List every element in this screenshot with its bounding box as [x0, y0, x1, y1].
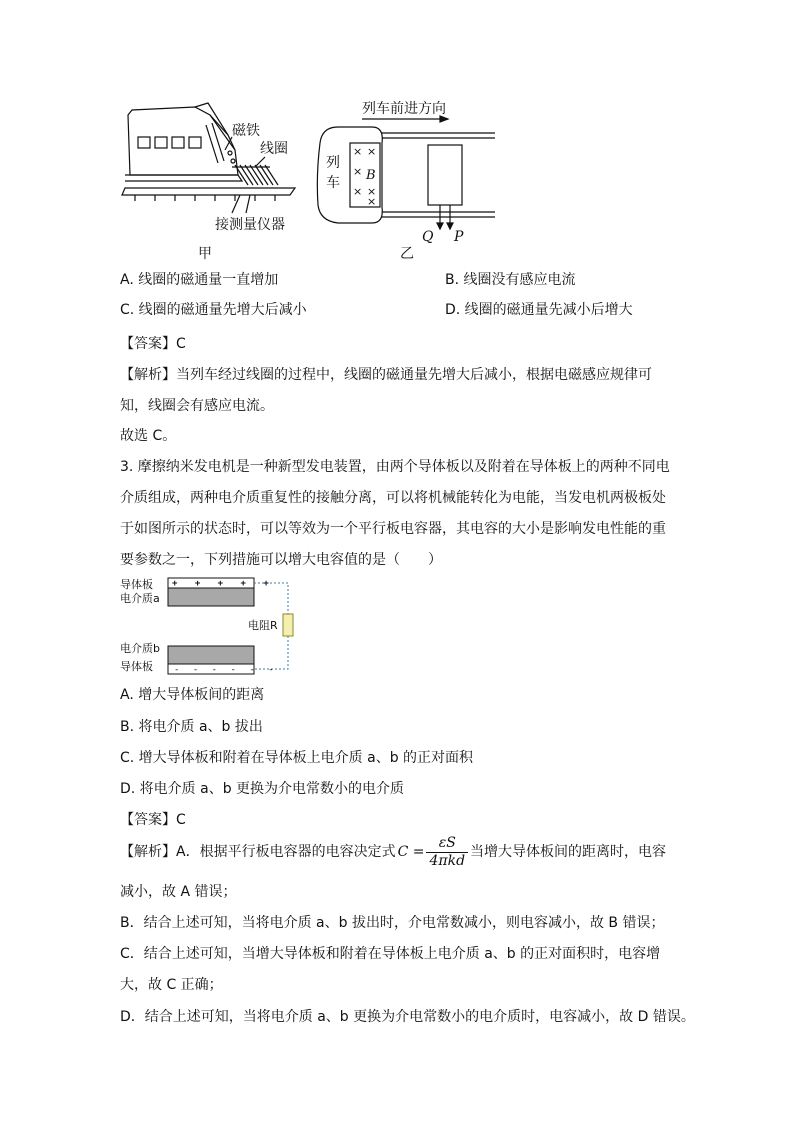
formula-numerator: εS: [426, 835, 468, 853]
capacitance-formula-fraction: [426, 835, 468, 870]
q-label: Q: [422, 229, 434, 245]
capacitor-figure: [118, 574, 308, 678]
figure-label-yi: 乙: [400, 246, 414, 262]
q3-stem-line3: 于如图所示的状态时，可以等效为一个平行板电容器，其电容的大小是影响发电性能的重: [120, 521, 666, 537]
figure-label-jia: 甲: [198, 246, 212, 262]
label-dielectric-a: 电介质a: [120, 592, 160, 605]
q3-option-a: A. 增大导体板间的距离: [120, 687, 265, 703]
q3-option-c: C. 增大导体板和附着在导体板上电介质 a、b 的正对面积: [120, 750, 474, 766]
induction-figure-svg: [110, 95, 510, 265]
q2-answer: 【答案】C: [120, 336, 186, 352]
instrument-label: 接测量仪器: [215, 217, 285, 233]
q2-option-c: C. 线圈的磁通量先增大后减小: [120, 302, 307, 318]
q3-analysis-line3: B．结合上述可知，当将电介质 a、b 拔出时，介电常数减小，则电容减小，故 B 错误；: [120, 915, 665, 931]
dielectric-a-block: [168, 588, 254, 606]
train-label-2: 车: [326, 175, 340, 191]
cross-mark: ×: [367, 185, 377, 198]
q3-analysis-line6: D．结合上述可知，当将电介质 a、b 更换为介电常数小的电介质时，电容减小，故 D 错误。: [120, 1009, 695, 1025]
q3-stem-line2: 介质组成，两种电介质重复性的接触分离，可以将机械能转化为电能，当发电机两极板处: [120, 490, 666, 506]
q3-option-d: D. 将电介质 a、b 更换为介电常数小的电介质: [120, 781, 405, 797]
dielectric-b-block: [168, 646, 254, 664]
q3-stem-line1: 3. 摩擦纳米发电机是一种新型发电装置，由两个导体板以及附着在导体板上的两种不同电: [120, 459, 670, 475]
q3-analysis-line2: 减小，故 A 错误；: [120, 884, 237, 900]
cross-mark: ×: [353, 185, 363, 198]
capacitor-figure-svg: [118, 574, 308, 678]
q2-option-b: B. 线圈没有感应电流: [445, 272, 576, 288]
induction-figure: [110, 95, 510, 265]
cross-mark: ×: [367, 145, 377, 158]
q3-stem-line4: 要参数之一，下列措施可以增大电容值的是（ ）: [120, 552, 442, 568]
coil-label: 线圈: [260, 141, 288, 157]
label-dielectric-b: 电介质b: [120, 642, 160, 655]
train-figure-jia: [122, 103, 295, 213]
q3-analysis-prefix: 【解析】A．根据平行板电容器的电容决定式: [120, 844, 396, 860]
label-bottom-plate: 导体板: [120, 660, 153, 673]
q3-answer: 【答案】C: [120, 812, 186, 828]
top-view-figure-yi: [317, 116, 495, 229]
q3-analysis-line4: C．结合上述可知，当增大导体板和附着在导体板上电介质 a、b 的正对面积时，电容增: [120, 946, 661, 962]
plus-signs: + + + + +: [172, 579, 275, 589]
direction-label: 列车前进方向: [362, 101, 446, 117]
formula-denominator: 4πkd: [429, 852, 466, 869]
q3-analysis-line1: [120, 830, 666, 874]
resistor-symbol: [283, 614, 293, 636]
q2-analysis-line2: 知，线圈会有感应电流。: [120, 398, 274, 414]
cross-mark: ×: [353, 165, 363, 178]
magnet-label: 磁铁: [232, 123, 260, 139]
minus-signs: - - - - - -: [174, 665, 278, 675]
p-label: P: [454, 229, 464, 245]
capacitance-formula-lhs: C =: [397, 844, 425, 860]
q3-analysis-suffix: 当增大导体板间的距离时，电容: [470, 844, 667, 860]
q2-option-d: D. 线圈的磁通量先减小后增大: [445, 302, 633, 318]
q2-option-a: A. 线圈的磁通量一直增加: [120, 272, 279, 288]
cross-mark: ×: [353, 145, 363, 158]
q2-conclusion: 故选 C。: [120, 428, 177, 444]
q2-analysis-line1: 【解析】当列车经过线圈的过程中，线圈的磁通量先增大后减小，根据电磁感应规律可: [120, 367, 652, 383]
train-label-1: 列: [326, 155, 340, 171]
label-top-plate: 导体板: [120, 578, 153, 591]
label-resistor: 电阻R: [248, 619, 278, 632]
field-label-b: B: [366, 168, 376, 183]
q3-option-b: B. 将电介质 a、b 拔出: [120, 719, 263, 735]
cross-mark: ×: [367, 195, 377, 208]
q3-analysis-line5: 大，故 C 正确；: [120, 977, 223, 993]
